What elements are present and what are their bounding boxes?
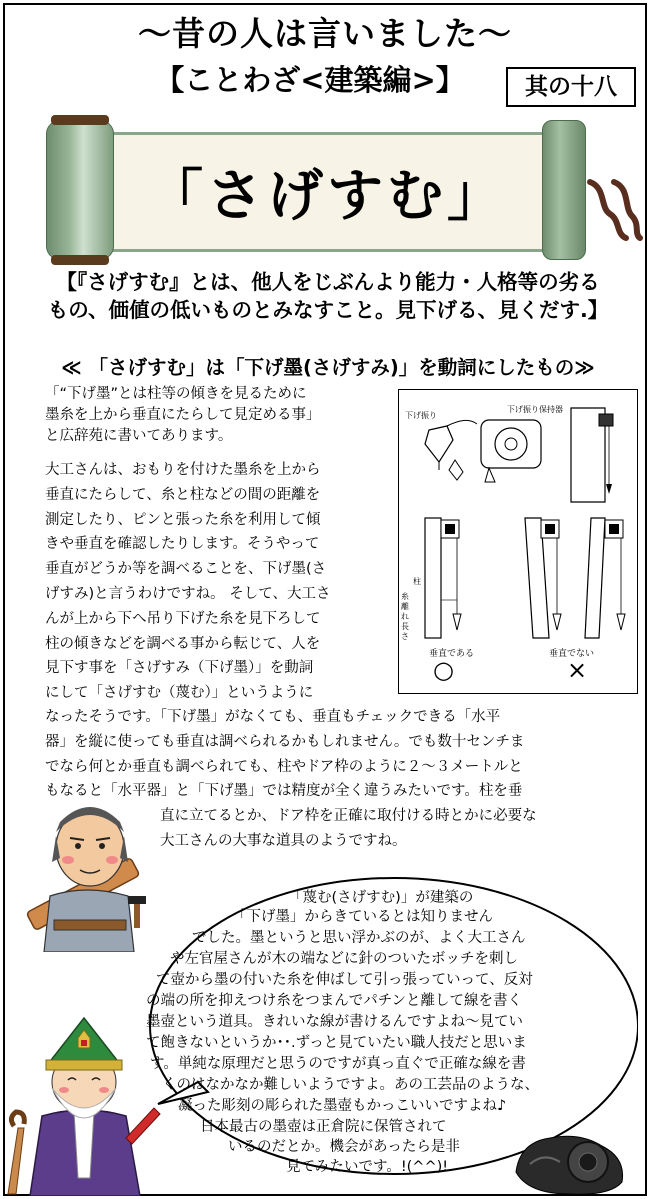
definition-line: 【『さげすむ』とは、他人をじぶんより能力・人格等の劣る bbox=[56, 270, 600, 294]
plumb-bob-figure bbox=[398, 389, 638, 694]
scroll-cord-icon bbox=[586, 178, 644, 242]
bubble-line: くのはなかなか難しいようですよ。あの工芸品のような、 bbox=[162, 1077, 539, 1093]
bubble-line: いるのだとか。機会があったら是非 bbox=[228, 1139, 460, 1155]
body-line: と広辞苑に書いてあります。 bbox=[45, 428, 233, 444]
figure-label: 下げ振り保持器 bbox=[507, 405, 563, 414]
scroll-word: 「さげすむ」 bbox=[147, 164, 507, 229]
episode-badge: 其の十八 bbox=[506, 67, 636, 107]
bubble-line: す。単純な原理だと思うのですが真っ直ぐで正確な線を書 bbox=[150, 1056, 526, 1072]
definition-box bbox=[22, 268, 634, 324]
ink-pot-icon bbox=[510, 1112, 630, 1196]
bubble-line: 「下げ墨」からきているとは知りません bbox=[232, 909, 493, 925]
bubble-line: て飽きないというか･･.ずっと見ていたい職人技だと思いま bbox=[146, 1035, 527, 1051]
body-line: 垂直がどうか等を調べることを、下げ墨(さ bbox=[45, 561, 327, 578]
body-line: 柱の傾きなどを調べる事から転じて、人を bbox=[45, 635, 321, 652]
bubble-line: でした。墨というと思い浮かぶのが、よく大工さん bbox=[192, 930, 526, 946]
bubble-line: 「蔑む(さげすむ)」が建築の bbox=[288, 890, 474, 906]
body-line: もなると「水平器」と「下げ墨」では精度が全く違うみたいです。柱を垂 bbox=[45, 783, 523, 800]
scroll-left-roller bbox=[46, 120, 114, 260]
body-line: でなら何とか垂直も調べられても、柱やドア枠のように２～３メートルと bbox=[45, 758, 523, 775]
body-line: 「“下げ墨”とは柱等の傾きを見るために bbox=[45, 386, 307, 402]
intro-paragraph bbox=[45, 384, 395, 447]
bubble-line: 日本最古の墨壺は正倉院に保管されて bbox=[200, 1119, 447, 1135]
bubble-line: 見てみたいです。!(^^)! bbox=[286, 1159, 449, 1175]
ok-mark-icon: ○ bbox=[433, 656, 454, 684]
body-line: にして「さげすむ（蔑む）」というように bbox=[45, 685, 314, 702]
body-line: 直に立てるとか、ドア枠を正確に取付ける時とかに必要な bbox=[160, 808, 537, 824]
body-paragraph-tail bbox=[160, 804, 635, 854]
bubble-line: 墨壺という道具。きれいな線が書けるんですよね～見てい bbox=[146, 1014, 523, 1030]
bubble-line: て壺から墨の付いた糸を伸ばして引っ張っていって、反対 bbox=[156, 972, 533, 988]
body-line: 見下す事を「さげすみ（下げ墨）」を動詞 bbox=[45, 660, 314, 677]
figure-label: 下げ振り bbox=[405, 411, 437, 420]
body-line: 墨糸を上から垂直にたらして見定める事」 bbox=[45, 407, 321, 423]
page-title: ～昔の人は言いました～ bbox=[138, 14, 512, 53]
body-line: げすみ)と言うわけですね。 そして、大工さ bbox=[45, 585, 331, 602]
page-subtitle: 【ことわざ<建築編>】 bbox=[155, 63, 465, 97]
body-line: 大工さんは、おもりを付けた墨糸を上から bbox=[45, 462, 321, 478]
figure-label: 糸離れ長さ bbox=[401, 592, 409, 641]
bubble-line: の端の所を抑えつけ糸をつまんでパチンと離して線を書く bbox=[146, 993, 522, 1009]
figure-label: 柱 bbox=[413, 577, 421, 586]
scroll-right-roller bbox=[542, 120, 586, 260]
figure-label: 垂直でない bbox=[549, 649, 595, 659]
definition-line: もの、価値の低いものとみなすこと。見下げる、見くだす.】 bbox=[47, 298, 609, 322]
section-heading: ≪ 「さげすむ」は「下げ墨(さげすみ)」を動詞にしたもの≫ bbox=[61, 356, 595, 379]
body-line: 垂直にたらして、糸と柱などの間の距離を bbox=[45, 486, 321, 503]
body-line: 大工さんの大事な道具のようですね。 bbox=[160, 832, 407, 849]
bubble-line: 凝った彫刻の彫られた墨壺もかっこいいですよね♪ bbox=[178, 1098, 507, 1114]
body-line: 器」を縦に使っても垂直は調べられるかもしれません。でも数十センチま bbox=[45, 733, 525, 750]
body-line: んが上から下へ吊り下げた糸を見下ろして bbox=[45, 610, 321, 627]
body-line: 測定したり、ピンと張った糸を利用して傾 bbox=[45, 511, 321, 528]
bubble-line: や左官屋さんが木の端などに針のついたボッチを刺し bbox=[170, 951, 518, 967]
figure-label: 垂直である bbox=[429, 649, 475, 659]
hanging-scroll bbox=[46, 120, 606, 260]
body-line: なったそうです。「下げ墨」がなくても、垂直もチェックできる「水平 bbox=[45, 709, 501, 725]
ng-mark-icon: × bbox=[567, 656, 588, 684]
body-line: きや垂直を確認したりします。そうやって bbox=[45, 536, 320, 553]
body-paragraph-wide bbox=[45, 705, 635, 804]
body-paragraph bbox=[45, 458, 395, 706]
